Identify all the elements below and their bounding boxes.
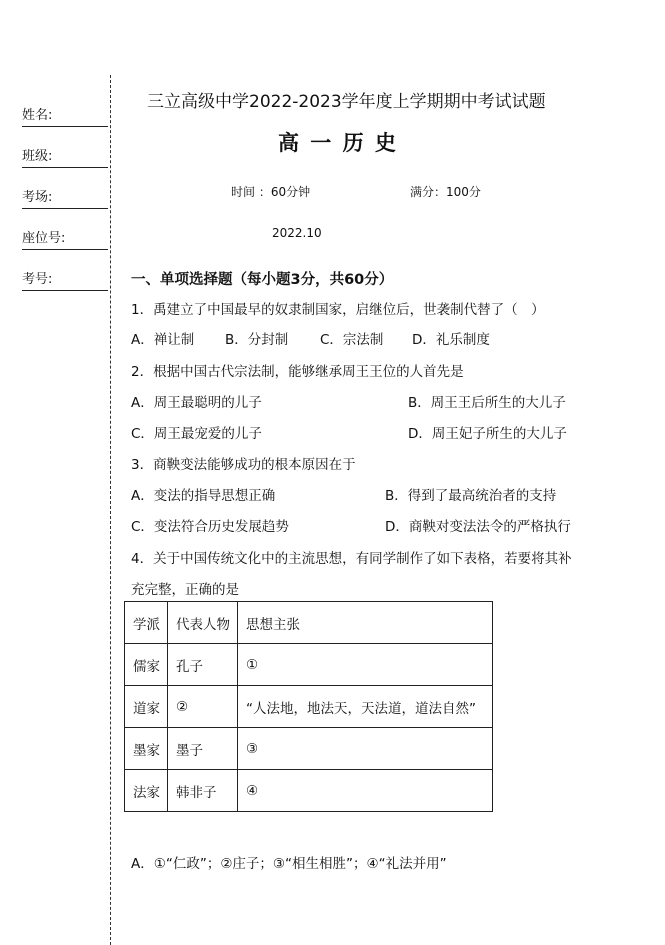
exam-room-label: 考场: bbox=[22, 190, 53, 205]
school-cell: 儒家 bbox=[125, 644, 168, 686]
question-3-option-d[interactable]: D．商鞅对变法法令的严格执行 bbox=[385, 519, 571, 535]
exam-room-field[interactable] bbox=[22, 188, 108, 209]
question-4-stem-line2: 充完整，正确的是 bbox=[131, 582, 239, 598]
question-2-option-d[interactable]: D．周王妃子所生的大儿子 bbox=[408, 426, 567, 442]
seat-number-label: 座位号: bbox=[22, 231, 66, 246]
question-1-stem: 1．禹建立了中国最早的奴隶制国家，启继位后，世袭制代替了（ ） bbox=[131, 302, 545, 318]
school-cell: 法家 bbox=[125, 770, 168, 812]
representative-cell: 韩非子 bbox=[168, 770, 238, 812]
question-2-option-b[interactable]: B．周王王后所生的大儿子 bbox=[408, 395, 566, 411]
header-representative: 代表人物 bbox=[168, 602, 238, 644]
philosophy-schools-table bbox=[124, 601, 493, 812]
header-ideas: 思想主张 bbox=[238, 602, 493, 644]
ideas-cell: ③ bbox=[238, 728, 493, 770]
representative-cell: 墨子 bbox=[168, 728, 238, 770]
question-2-option-a[interactable]: A．周王最聪明的儿子 bbox=[131, 395, 262, 411]
representative-cell: ② bbox=[168, 686, 238, 728]
class-label: 班级: bbox=[22, 149, 53, 164]
table-row bbox=[125, 770, 493, 812]
name-label: 姓名: bbox=[22, 108, 53, 123]
question-3-stem: 3．商鞅变法能够成功的根本原因在于 bbox=[131, 457, 356, 473]
seat-number-field[interactable] bbox=[22, 229, 108, 250]
full-score: 满分：100分 bbox=[410, 185, 481, 199]
table-row bbox=[125, 644, 493, 686]
question-1-option-d[interactable]: D．礼乐制度 bbox=[412, 332, 490, 348]
table-row bbox=[125, 728, 493, 770]
subject-title: 高 一 历 史 bbox=[278, 131, 398, 155]
table-header-row bbox=[125, 602, 493, 644]
question-1-option-b[interactable]: B．分封制 bbox=[225, 332, 289, 348]
table-row bbox=[125, 686, 493, 728]
header-school: 学派 bbox=[125, 602, 168, 644]
question-2-stem: 2．根据中国古代宗法制，能够继承周王王位的人首先是 bbox=[131, 364, 464, 380]
name-field[interactable] bbox=[22, 106, 108, 127]
question-3-option-a[interactable]: A．变法的指导思想正确 bbox=[131, 488, 276, 504]
school-cell: 道家 bbox=[125, 686, 168, 728]
question-3-option-c[interactable]: C．变法符合历史发展趋势 bbox=[131, 519, 289, 535]
exam-title: 三立高级中学2022-2023学年度上学期期中考试试题 bbox=[147, 92, 546, 112]
binding-dashed-line bbox=[110, 75, 111, 945]
question-3-option-b[interactable]: B．得到了最高统治者的支持 bbox=[385, 488, 557, 504]
ideas-cell: ④ bbox=[238, 770, 493, 812]
question-1-option-c[interactable]: C．宗法制 bbox=[320, 332, 384, 348]
school-cell: 墨家 bbox=[125, 728, 168, 770]
ideas-cell: ① bbox=[238, 644, 493, 686]
ideas-cell: “人法地，地法天，天法道，道法自然” bbox=[238, 686, 493, 728]
question-4-option-a[interactable]: A．①“仁政”；②庄子；③“相生相胜”；④“礼法并用” bbox=[131, 856, 447, 872]
exam-number-field[interactable] bbox=[22, 270, 108, 291]
exam-number-label: 考号: bbox=[22, 272, 53, 287]
time-limit: 时间 ：60分钟 bbox=[231, 185, 311, 199]
class-field[interactable] bbox=[22, 147, 108, 168]
question-1-option-a[interactable]: A．禅让制 bbox=[131, 332, 195, 348]
exam-date: 2022.10 bbox=[272, 226, 322, 240]
question-4-stem-line1: 4．关于中国传统文化中的主流思想，有同学制作了如下表格，若要将其补 bbox=[131, 551, 572, 567]
section-heading: 一、单项选择题（每小题3分，共60分） bbox=[131, 272, 394, 288]
question-2-option-c[interactable]: C．周王最宠爱的儿子 bbox=[131, 426, 262, 442]
representative-cell: 孔子 bbox=[168, 644, 238, 686]
